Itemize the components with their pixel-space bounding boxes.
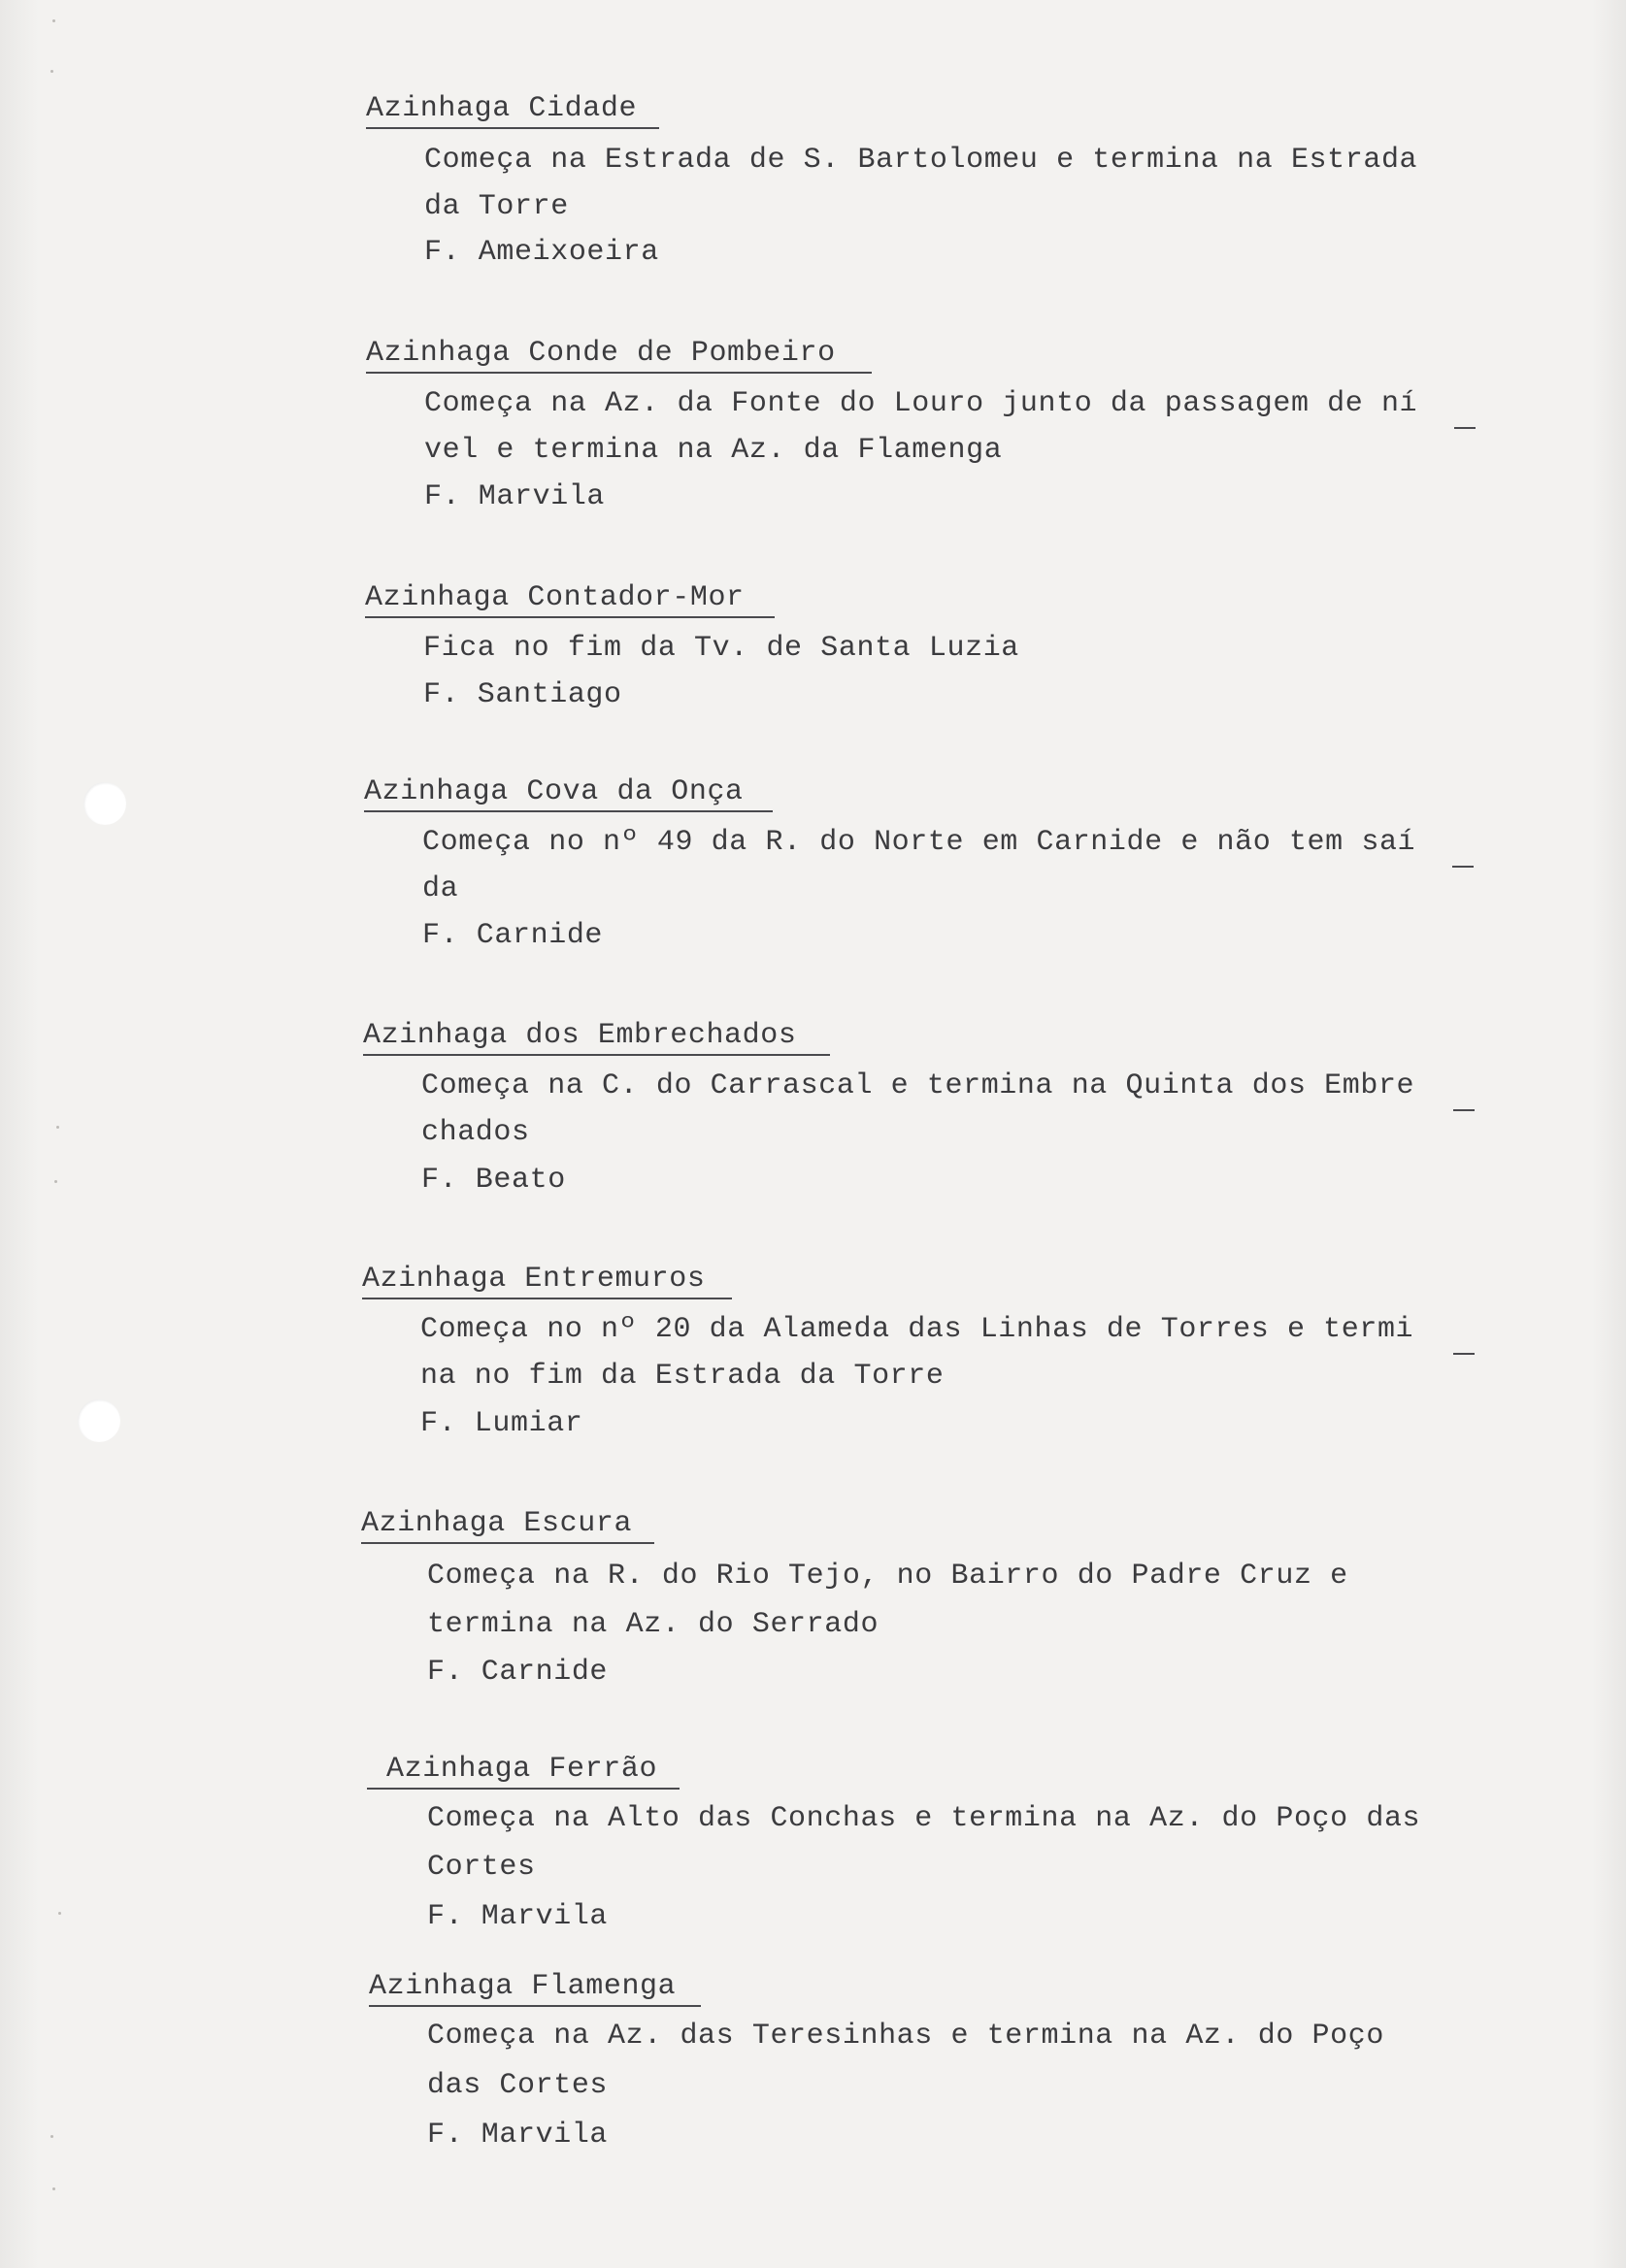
parish: F. Marvila <box>427 1900 609 1933</box>
street-description: Começa na Az. da Fonte do Louro junto da passagem de ní <box>424 387 1418 420</box>
title-underline <box>366 127 659 129</box>
street-description: da <box>422 872 459 905</box>
street-name: Azinhaga dos Embrechados <box>363 1019 797 1052</box>
title-underline <box>362 1298 732 1299</box>
street-description: Começa na Alto das Conchas e termina na Az. do Poço das <box>427 1802 1421 1835</box>
street-description: das Cortes <box>427 2069 609 2102</box>
paper-speck <box>52 19 55 22</box>
punch-hole <box>78 1399 120 1442</box>
parish: F. Marvila <box>427 2119 609 2152</box>
title-underline <box>363 1054 830 1056</box>
street-description: Cortes <box>427 1851 536 1884</box>
parish: F. Carnide <box>427 1656 609 1689</box>
paper-speck <box>50 70 53 73</box>
street-description: Começa na Az. das Teresinhas e termina na Az. do Poço <box>427 2020 1384 2053</box>
parish: F. Ameixoeira <box>424 236 659 269</box>
street-description: vel e termina na Az. da Flamenga <box>424 434 1003 467</box>
title-underline <box>367 1788 680 1790</box>
street-description: Fica no fim da Tv. de Santa Luzia <box>423 632 1019 665</box>
parish: F. Carnide <box>422 919 604 952</box>
hyphenation-mark <box>1453 1109 1475 1111</box>
street-name: Azinhaga Entremuros <box>362 1263 706 1296</box>
street-description: Começa no nº 49 da R. do Norte em Carnide e não tem saí <box>422 826 1416 859</box>
street-description: Começa na C. do Carrascal e termina na Quinta dos Embre <box>421 1069 1415 1102</box>
title-underline <box>364 810 773 812</box>
street-name: Azinhaga Cidade <box>366 92 638 125</box>
paper-speck <box>52 2187 55 2190</box>
street-description: Começa na R. do Rio Tejo, no Bairro do Padre Cruz e <box>427 1560 1348 1593</box>
hyphenation-mark <box>1452 866 1474 868</box>
paper-speck <box>50 2135 53 2138</box>
street-name: Azinhaga Cova da Onça <box>364 775 744 808</box>
paper-speck <box>58 1912 61 1915</box>
parish: F. Santiago <box>423 678 622 711</box>
parish: F. Marvila <box>424 480 606 513</box>
punch-hole <box>83 782 126 825</box>
parish: F. Lumiar <box>420 1407 583 1440</box>
street-name: Azinhaga Contador-Mor <box>365 581 745 614</box>
street-description: Começa na Estrada de S. Bartolomeu e termina na Estrada <box>424 144 1418 177</box>
paper-speck <box>56 1126 59 1129</box>
street-description: termina na Az. do Serrado <box>427 1608 879 1641</box>
parish: F. Beato <box>421 1164 566 1197</box>
street-description: na no fim da Estrada da Torre <box>420 1360 945 1393</box>
hyphenation-mark <box>1453 1353 1475 1355</box>
hyphenation-mark <box>1454 427 1476 429</box>
street-description: da Torre <box>424 190 569 223</box>
title-underline <box>365 616 775 618</box>
title-underline <box>369 2005 701 2007</box>
street-name: Azinhaga Conde de Pombeiro <box>366 337 836 370</box>
street-description: chados <box>421 1116 530 1149</box>
title-underline <box>366 372 872 374</box>
street-description: Começa no nº 20 da Alameda das Linhas de Torres e termi <box>420 1313 1414 1346</box>
paper-speck <box>54 1180 57 1183</box>
street-name: Azinhaga Flamenga <box>369 1970 677 2003</box>
title-underline <box>361 1542 654 1544</box>
street-name: Azinhaga Escura <box>361 1507 633 1540</box>
street-name: Azinhaga Ferrão <box>386 1753 658 1786</box>
